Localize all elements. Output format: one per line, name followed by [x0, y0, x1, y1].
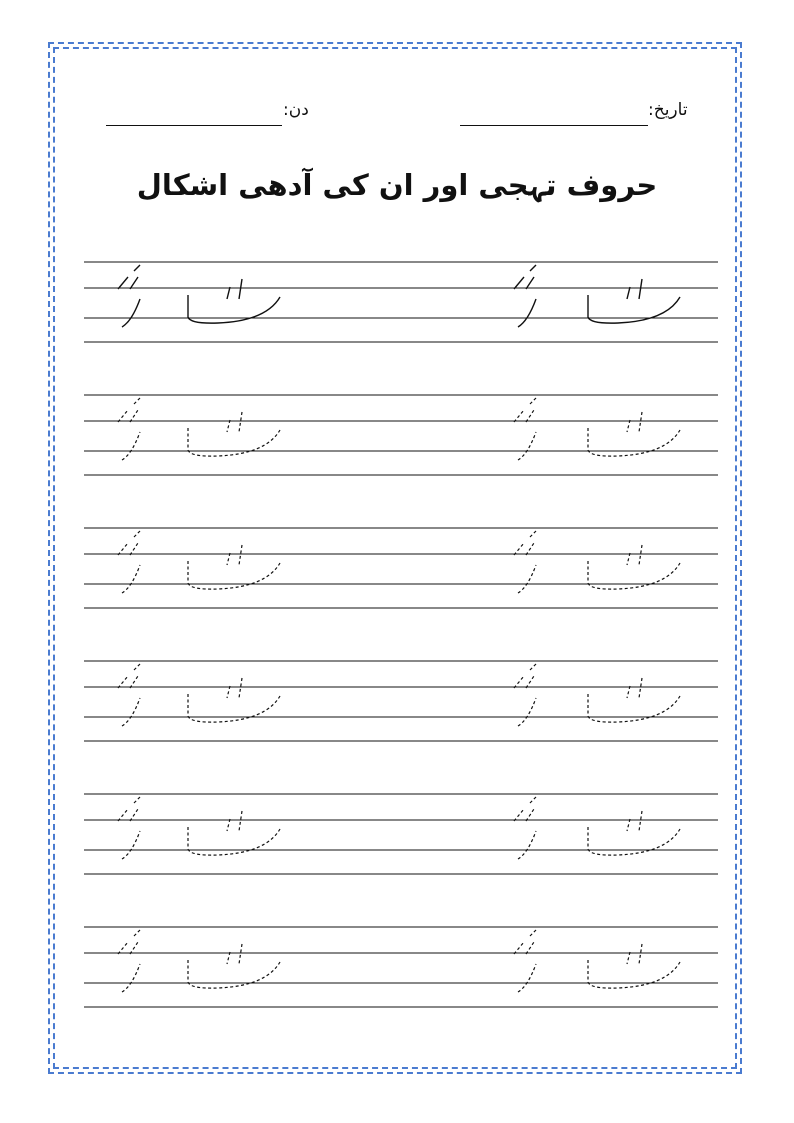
letter-glyph: [588, 279, 680, 323]
date-label: تاریخ:: [648, 100, 688, 120]
worksheet-title: حروف تہجی اور ان کی آدھی اشکال: [136, 168, 658, 202]
practice-row[interactable]: [84, 528, 718, 608]
practice-row[interactable]: [84, 794, 718, 874]
letter-glyph: [588, 545, 680, 589]
letter-glyph: [188, 944, 280, 988]
practice-row[interactable]: [84, 395, 718, 475]
day-label: دن:: [283, 100, 309, 120]
letter-glyph: [188, 279, 280, 323]
letter-glyph: [188, 678, 280, 722]
practice-row[interactable]: [84, 262, 718, 342]
practice-row[interactable]: [84, 927, 718, 1007]
letter-glyph: [588, 678, 680, 722]
letter-glyph: [588, 412, 680, 456]
letter-glyph: [188, 545, 280, 589]
letter-glyph: [588, 811, 680, 855]
letter-glyph: [588, 944, 680, 988]
letter-glyph: [188, 412, 280, 456]
practice-row[interactable]: [84, 661, 718, 741]
letter-glyph: [188, 811, 280, 855]
